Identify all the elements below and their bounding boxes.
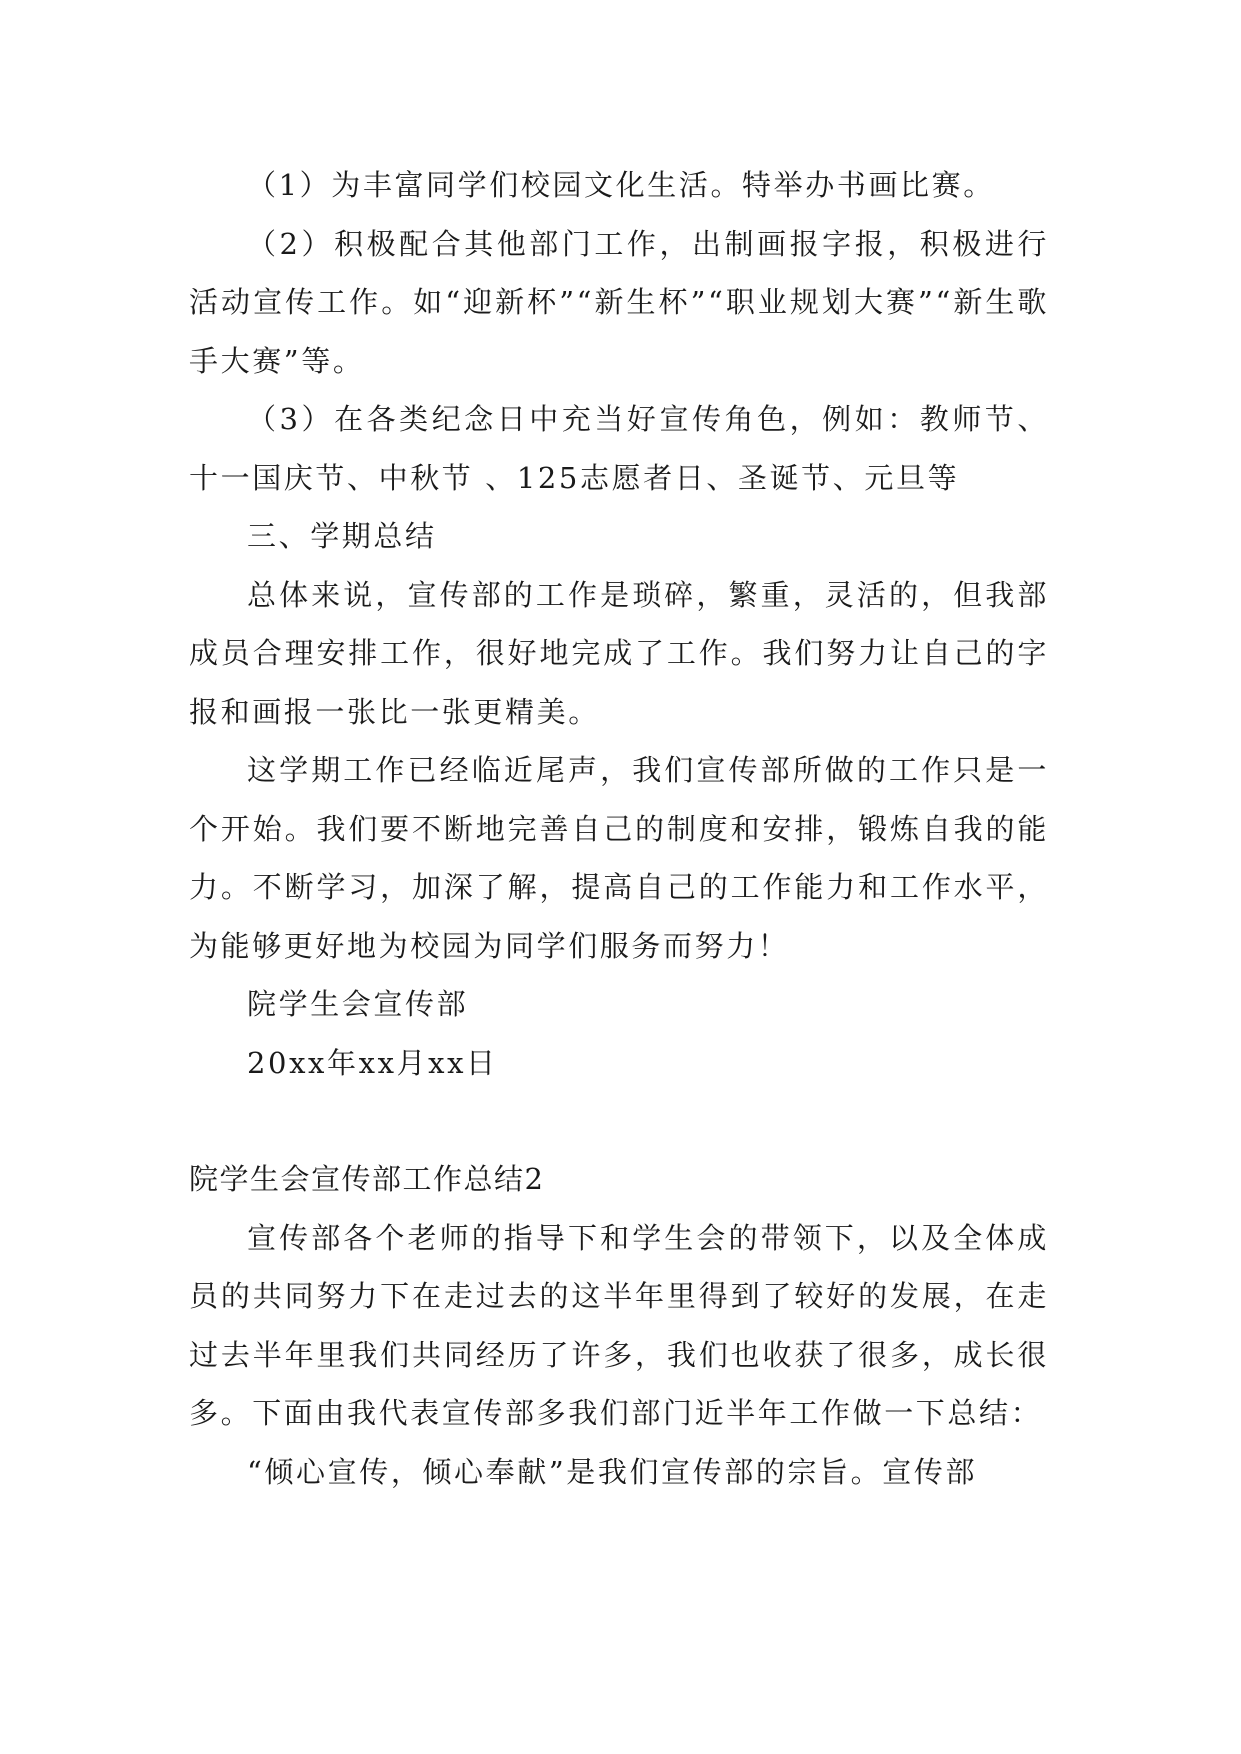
document-section-title: 院学生会宣传部工作总结2 — [189, 1162, 545, 1196]
paragraph-item-1: （1）为丰富同学们校园文化生活。特举办书画比赛。 — [247, 168, 995, 202]
section-spacer — [189, 1092, 1049, 1150]
paragraph-summary-2: 这学期工作已经临近尾声，我们宣传部所做的工作只是一个开始。我们要不断地完善自己的制度和安排，锻炼自我的能力。不断学习，加深了解，提高自己的工作能力和工作水平，为能够更好地为校园为同学们服务而努力！ — [189, 753, 1049, 963]
paragraph-motto: “倾心宣传，倾心奉献”是我们宣传部的宗旨。宣传部 — [247, 1454, 978, 1489]
document-body — [189, 156, 1049, 1501]
signature-department: 院学生会宣传部 — [247, 987, 469, 1021]
paragraph-intro: 宣传部各个老师的指导下和学生会的带领下，以及全体成员的共同努力下在走过去的这半年里得到了较好的发展，在走过去半年里我们共同经历了许多，我们也收获了很多，成长很多。下面由我代表宣传部多我们部门近半年工作做一下总结： — [189, 1220, 1049, 1430]
paragraph-summary-1: 总体来说，宣传部的工作是琐碎，繁重，灵活的，但我部成员合理安排工作，很好地完成了工作。我们努力让自己的字报和画报一张比一张更精美。 — [189, 577, 1049, 729]
section-heading-summary: 三、学期总结 — [247, 519, 437, 553]
paragraph-item-3: （3）在各类纪念日中充当好宣传角色，例如：教师节、十一国庆节、中秋节 、125志愿者日、圣诞节、元旦等 — [189, 402, 1049, 495]
paragraph-item-2: （2）积极配合其他部门工作，出制画报字报，积极进行活动宣传工作。如“迎新杯”“新生杯”“职业规划大赛”“新生歌手大赛”等。 — [189, 226, 1049, 378]
signature-date: 20xx年xx月xx日 — [247, 1045, 498, 1080]
